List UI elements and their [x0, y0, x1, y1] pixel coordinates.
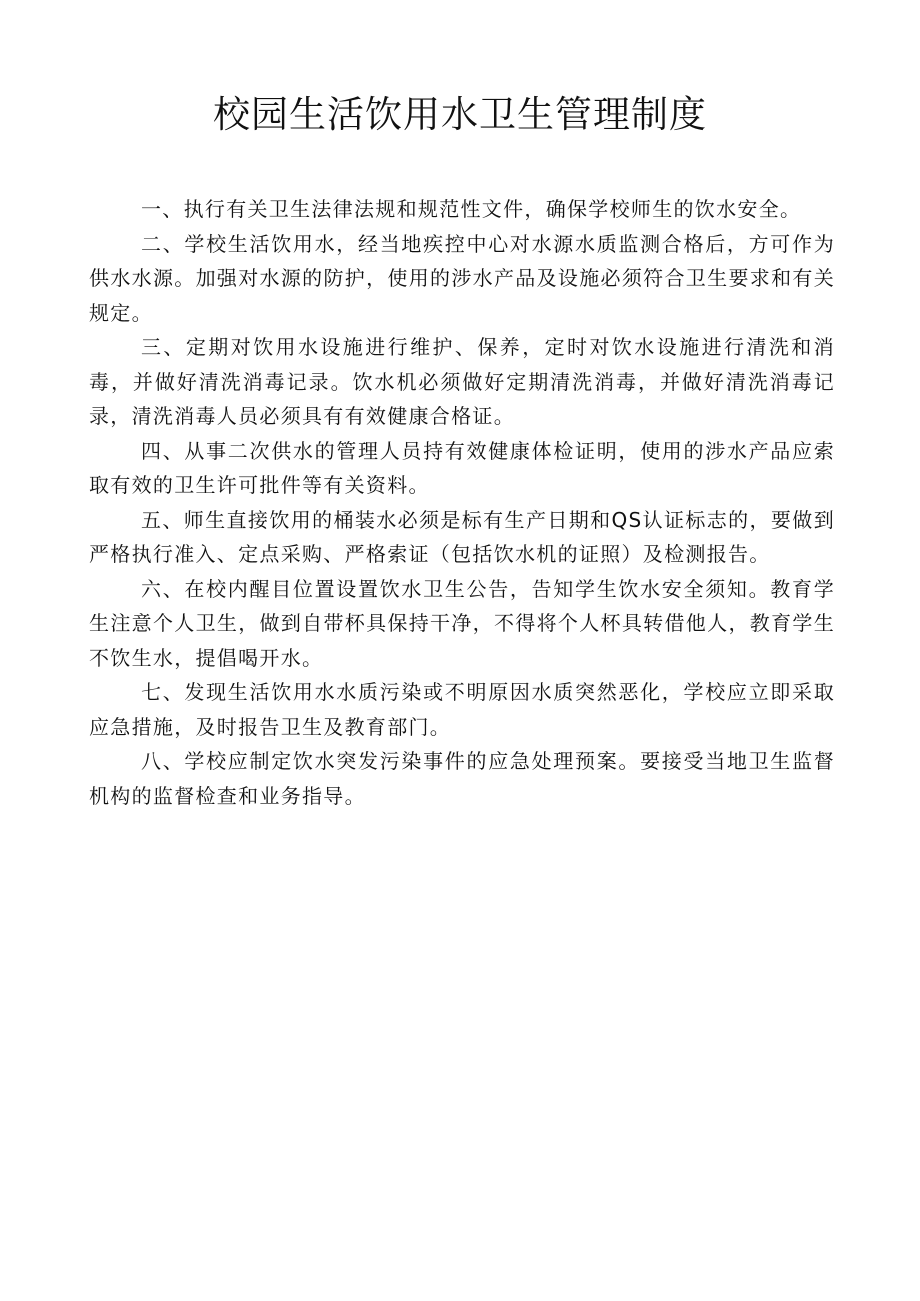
paragraph-3: 三、定期对饮用水设施进行维护、保养，定时对饮水设施进行清洗和消毒，并做好清洗消毒记录。饮水机必须做好定期清洗消毒，并做好清洗消毒记录，清洗消毒人员必须具有有效健康合格证。	[89, 335, 835, 428]
paragraph-7: 七、发现生活饮用水水质污染或不明原因水质突然恶化，学校应立即采取应急措施，及时报告卫生及教育部门。	[89, 680, 835, 739]
paragraph-4: 四、从事二次供水的管理人员持有效健康体检证明，使用的涉水产品应索取有效的卫生许可批件等有关资料。	[89, 438, 835, 497]
paragraph-6: 六、在校内醒目位置设置饮水卫生公告，告知学生饮水安全须知。教育学生注意个人卫生，做到自带杯具保持干净，不得将个人杯具转借他人，教育学生不饮生水，提倡喝开水。	[89, 576, 835, 670]
document-body	[89, 192, 835, 813]
paragraph-5: 五、师生直接饮用的桶装水必须是标有生产日期和QS认证标志的，要做到严格执行准入、定点采购、严格索证（包括饮水机的证照）及检测报告。	[89, 507, 835, 566]
paragraph-8: 八、学校应制定饮水突发污染事件的应急处理预案。要接受当地卫生监督机构的监督检查和业务指导。	[89, 749, 835, 808]
document-title: 校园生活饮用水卫生管理制度	[213, 93, 707, 136]
paragraph-1: 一、执行有关卫生法律法规和规范性文件，确保学校师生的饮水安全。	[141, 197, 802, 221]
paragraph-2: 二、学校生活饮用水，经当地疾控中心对水源水质监测合格后，方可作为供水水源。加强对水源的防护，使用的涉水产品及设施必须符合卫生要求和有关规定。	[89, 231, 835, 325]
